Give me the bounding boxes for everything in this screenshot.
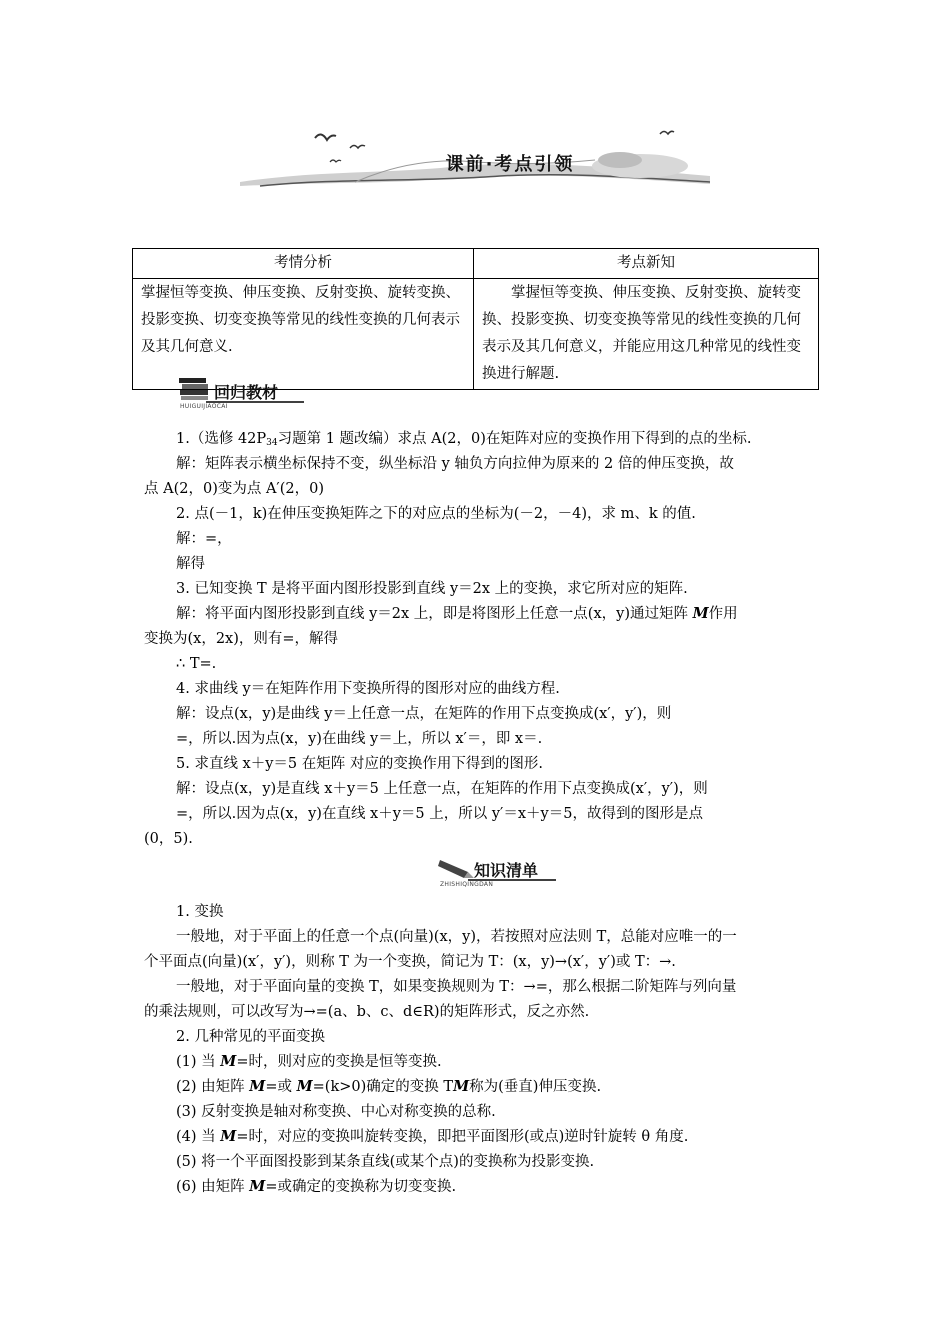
solution-2-line-2: 解得	[176, 556, 205, 572]
knowledge-item-1	[176, 1052, 442, 1072]
knowledge-heading-1: 1. 变换	[176, 904, 224, 920]
table-header-left: 考情分析	[133, 249, 474, 279]
solution-2-line-1: 解：=，	[176, 531, 232, 547]
bird-icon	[330, 160, 341, 162]
section-pinyin: HUIGUIJIAOCAI	[180, 403, 228, 410]
solution-4-line-2: =，所以.因为点(x，y)在曲线 y＝上，所以 x′＝，即 x＝.	[176, 731, 543, 747]
text: 1.（选修 42P	[176, 431, 267, 447]
problem-1	[176, 429, 752, 453]
knowledge-item-6	[176, 1177, 456, 1197]
text: =时，对应的变换叫旋转变换，即把平面图形(或点)逆时针旋转 θ 角度.	[236, 1129, 689, 1145]
knowledge-item-5: (5) 将一个平面图投影到某条直线(或某个点)的变换称为投影变换.	[176, 1154, 595, 1170]
text: =时，则对应的变换是恒等变换.	[236, 1054, 442, 1070]
bird-icon	[315, 134, 336, 140]
matrix-symbol: M	[692, 605, 709, 622]
table-cell-analysis: 掌握恒等变换、伸压变换、反射变换、旋转变换、投影变换、切变变换等常见的线性变换的几何表示及其几何意义.	[133, 279, 474, 390]
text: (4) 当	[176, 1129, 221, 1145]
matrix-symbol: M	[249, 1178, 266, 1195]
solution-1-line-1: 解：矩阵表示横坐标保持不变，纵坐标沿 y 轴负方向拉伸为原来的 2 倍的伸压变换，故	[176, 456, 734, 472]
section-title: 知识清单	[474, 861, 539, 880]
solution-3-line-3: ∴ T=.	[176, 656, 217, 672]
problem-3: 3. 已知变换 T 是将平面内图形投影到直线 y＝2x 上的变换，求它所对应的矩阵.	[176, 581, 688, 597]
solution-5-line-2: =，所以.因为点(x，y)在直线 x＋y＝5 上，所以 y′＝x＋y＝5，故得到的图形是点	[176, 806, 703, 822]
knowledge-item-3: (3) 反射变换是轴对称变换、中心对称变换的总称.	[176, 1104, 496, 1120]
text: =或确定的变换称为切变变换.	[265, 1179, 457, 1195]
knowledge-text-3: 一般地，对于平面向量的变换 T，如果变换规则为 T：→=，那么根据二阶矩阵与列向量	[176, 979, 737, 995]
bird-icon	[350, 145, 365, 148]
knowledge-heading-2: 2. 几种常见的平面变换	[176, 1029, 325, 1045]
solution-3-line-2: 变换为(x，2x)，则有=，解得	[144, 631, 339, 647]
knowledge-item-4	[176, 1127, 688, 1147]
solution-4-line-1: 解：设点(x，y)是曲线 y＝上任意一点，在矩阵的作用下点变换成(x′，y′)，则	[176, 706, 672, 722]
text: 习题第 1 题改编）求点 A(2，0)在矩阵对应的变换作用下得到的点的坐标.	[277, 431, 752, 447]
section-title: 回归教材	[214, 383, 279, 402]
solution-3-line-1	[176, 604, 738, 624]
knowledge-text-1: 一般地，对于平面上的任意一个点(向量)(x，y)，若按照对应法则 T，总能对应唯一的一	[176, 929, 737, 945]
text: (1) 当	[176, 1054, 221, 1070]
section-pinyin: ZHISHIQINGDAN	[440, 881, 494, 888]
section-badge-zhishi	[438, 852, 558, 890]
table-header-right: 考点新知	[474, 249, 819, 279]
solution-5-line-1: 解：设点(x，y)是直线 x＋y＝5 上任意一点，在矩阵的作用下点变换成(x′，y′)，则	[176, 781, 708, 797]
text: 作用	[708, 606, 738, 622]
text: (6) 由矩阵	[176, 1179, 250, 1195]
text: 解：将平面内图形投影到直线 y＝2x 上，即是将图形上任意一点(x，y)通过矩阵	[176, 606, 693, 622]
solution-5-line-3: (0，5).	[144, 831, 193, 847]
text: 称为(垂直)伸压变换.	[469, 1079, 602, 1095]
knowledge-text-4: 的乘法规则，可以改写为→=(a、b、c、d∈R)的矩阵形式，反之亦然.	[144, 1004, 590, 1020]
knowledge-text-2: 个平面点(向量)(x′，y′)，则称 T 为一个变换，简记为 T：(x，y)→(x′，y′)或 T：→.	[144, 954, 676, 970]
solution-1-line-2: 点 A(2，0)变为点 A′(2，0)	[144, 481, 324, 497]
section-banner	[240, 120, 720, 200]
info-table	[132, 248, 819, 390]
text: (2) 由矩阵	[176, 1079, 250, 1095]
bird-icon	[660, 131, 674, 134]
table-row	[133, 279, 819, 390]
problem-2: 2. 点(－1，k)在伸压变换矩阵之下的对应点的坐标为(－2，－4)，求 m、k 的值.	[176, 506, 696, 522]
table-header-row	[133, 249, 819, 279]
matrix-symbol: M	[220, 1128, 237, 1145]
text: =(k>0)确定的变换 T	[312, 1079, 454, 1095]
banner-title: 课前·考点引领	[445, 154, 575, 175]
text: =或	[265, 1079, 297, 1095]
subscript: 34	[266, 438, 278, 448]
matrix-symbol: M	[249, 1078, 266, 1095]
matrix-symbol: M	[296, 1078, 313, 1095]
problem-5: 5. 求直线 x＋y＝5 在矩阵 对应的变换作用下得到的图形.	[176, 756, 543, 772]
knowledge-item-2	[176, 1077, 601, 1097]
section-badge-huigui	[176, 374, 306, 412]
table-cell-knowledge: 掌握恒等变换、伸压变换、反射变换、旋转变换、投影变换、切变变换等常见的线性变换的几何表示及其几何意义，并能应用这几种常见的线性变换进行解题.	[474, 279, 819, 390]
matrix-symbol: M	[220, 1053, 237, 1070]
problem-4: 4. 求曲线 y＝在矩阵作用下变换所得的图形对应的曲线方程.	[176, 681, 560, 697]
matrix-symbol: M	[453, 1078, 470, 1095]
